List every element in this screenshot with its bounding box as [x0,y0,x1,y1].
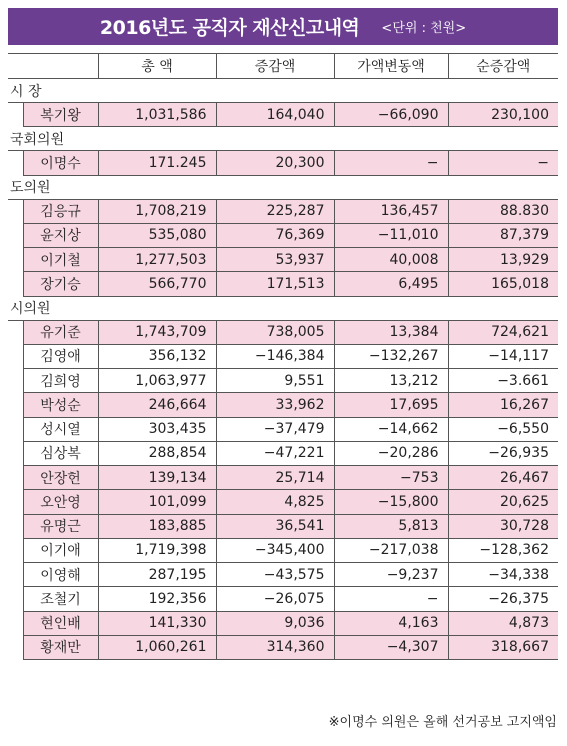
total-cell: 1,031,586 [98,103,216,127]
total-cell: 1,060,261 [98,635,216,659]
net-change-cell: 87,379 [448,223,558,247]
row-indent [8,441,23,465]
value-change-cell: −4,307 [334,635,448,659]
asset-table [8,53,558,660]
table-body [8,79,558,660]
total-cell: 141,330 [98,611,216,635]
value-change-cell: −14,662 [334,417,448,441]
value-change-cell: 13,384 [334,320,448,344]
section-label: 도의원 [8,175,558,199]
change-cell: 33,962 [216,393,334,417]
header-total: 총 액 [98,54,216,79]
title-bar [8,8,558,45]
row-indent [8,369,23,393]
value-change-cell: − [334,151,448,175]
change-cell: 9,551 [216,369,334,393]
net-change-cell: 30,728 [448,514,558,538]
section-label: 시 장 [8,79,558,103]
change-cell: 4,825 [216,490,334,514]
table-row [8,248,558,272]
change-cell: −37,479 [216,417,334,441]
total-cell: 1,277,503 [98,248,216,272]
header-value-change: 가액변동액 [334,54,448,79]
row-indent [8,490,23,514]
table-row [8,417,558,441]
section-label: 시의원 [8,296,558,320]
official-name: 안장헌 [23,466,98,490]
row-indent [8,151,23,175]
official-name: 김영애 [23,344,98,368]
table-row [8,538,558,562]
row-indent [8,563,23,587]
table-row [8,151,558,175]
section-row [8,127,558,151]
header-net-change: 순증감액 [448,54,558,79]
header-change: 증감액 [216,54,334,79]
change-cell: 36,541 [216,514,334,538]
row-indent [8,466,23,490]
total-cell: 1,743,709 [98,320,216,344]
official-name: 윤지상 [23,223,98,247]
row-indent [8,248,23,272]
table-row [8,272,558,296]
value-change-cell: 6,495 [334,272,448,296]
total-cell: 171.245 [98,151,216,175]
table-row [8,103,558,127]
value-change-cell: 4,163 [334,611,448,635]
section-label: 국회의원 [8,127,558,151]
value-change-cell: −15,800 [334,490,448,514]
value-change-cell: −11,010 [334,223,448,247]
change-cell: 25,714 [216,466,334,490]
official-name: 이명수 [23,151,98,175]
net-change-cell: 13,929 [448,248,558,272]
table-row [8,369,558,393]
table-row [8,393,558,417]
total-cell: 1,063,977 [98,369,216,393]
official-name: 이기철 [23,248,98,272]
total-cell: 303,435 [98,417,216,441]
header-blank [8,54,98,79]
change-cell: 738,005 [216,320,334,344]
section-row [8,296,558,320]
change-cell: 76,369 [216,223,334,247]
table-row [8,587,558,611]
net-change-cell: −3.661 [448,369,558,393]
change-cell: 314,360 [216,635,334,659]
report-title: 2016년도 공직자 재산신고내역 [99,17,360,39]
header-row [8,54,558,79]
table-row [8,466,558,490]
table-row [8,514,558,538]
official-name: 이기애 [23,538,98,562]
value-change-cell: 13,212 [334,369,448,393]
table-row [8,635,558,659]
section-row [8,79,558,103]
net-change-cell: 724,621 [448,320,558,344]
total-cell: 101,099 [98,490,216,514]
net-change-cell: −34,338 [448,563,558,587]
net-change-cell: 165,018 [448,272,558,296]
total-cell: 1,708,219 [98,199,216,223]
change-cell: 20,300 [216,151,334,175]
net-change-cell: 4,873 [448,611,558,635]
net-change-cell: −6,550 [448,417,558,441]
total-cell: 246,664 [98,393,216,417]
row-indent [8,417,23,441]
value-change-cell: 17,695 [334,393,448,417]
total-cell: 566,770 [98,272,216,296]
net-change-cell: 26,467 [448,466,558,490]
value-change-cell: 136,457 [334,199,448,223]
table-row [8,320,558,344]
value-change-cell: 5,813 [334,514,448,538]
official-name: 유기준 [23,320,98,344]
value-change-cell: −753 [334,466,448,490]
change-cell: 164,040 [216,103,334,127]
official-name: 박성순 [23,393,98,417]
unit-label: <단위 : 천원> [381,21,467,36]
row-indent [8,587,23,611]
official-name: 오안영 [23,490,98,514]
net-change-cell: 88.830 [448,199,558,223]
value-change-cell: −66,090 [334,103,448,127]
change-cell: 53,937 [216,248,334,272]
row-indent [8,635,23,659]
official-name: 조철기 [23,587,98,611]
total-cell: 192,356 [98,587,216,611]
row-indent [8,223,23,247]
official-name: 복기왕 [23,103,98,127]
value-change-cell: 40,008 [334,248,448,272]
row-indent [8,538,23,562]
net-change-cell: 20,625 [448,490,558,514]
official-name: 김희영 [23,369,98,393]
net-change-cell: 16,267 [448,393,558,417]
row-indent [8,514,23,538]
change-cell: 225,287 [216,199,334,223]
total-cell: 287,195 [98,563,216,587]
change-cell: −47,221 [216,441,334,465]
change-cell: −146,384 [216,344,334,368]
value-change-cell: −217,038 [334,538,448,562]
row-indent [8,393,23,417]
table-row [8,223,558,247]
official-name: 현인배 [23,611,98,635]
row-indent [8,272,23,296]
net-change-cell: −26,375 [448,587,558,611]
total-cell: 183,885 [98,514,216,538]
row-indent [8,199,23,223]
net-change-cell: 318,667 [448,635,558,659]
official-name: 이영해 [23,563,98,587]
row-indent [8,320,23,344]
value-change-cell: − [334,587,448,611]
total-cell: 356,132 [98,344,216,368]
total-cell: 1,719,398 [98,538,216,562]
table-row [8,344,558,368]
net-change-cell: − [448,151,558,175]
row-indent [8,611,23,635]
row-indent [8,103,23,127]
change-cell: −26,075 [216,587,334,611]
total-cell: 288,854 [98,441,216,465]
official-name: 성시열 [23,417,98,441]
table-row [8,199,558,223]
row-indent [8,344,23,368]
value-change-cell: −20,286 [334,441,448,465]
official-name: 황재만 [23,635,98,659]
table-row [8,611,558,635]
official-name: 심상복 [23,441,98,465]
net-change-cell: −14,117 [448,344,558,368]
total-cell: 535,080 [98,223,216,247]
official-name: 김응규 [23,199,98,223]
change-cell: −345,400 [216,538,334,562]
net-change-cell: 230,100 [448,103,558,127]
total-cell: 139,134 [98,466,216,490]
table-row [8,563,558,587]
change-cell: −43,575 [216,563,334,587]
table-row [8,490,558,514]
value-change-cell: −9,237 [334,563,448,587]
change-cell: 9,036 [216,611,334,635]
footnote: ※이명수 의원은 올해 선거공보 고지액임 [328,715,557,730]
net-change-cell: −128,362 [448,538,558,562]
official-name: 유명근 [23,514,98,538]
official-name: 장기승 [23,272,98,296]
value-change-cell: −132,267 [334,344,448,368]
change-cell: 171,513 [216,272,334,296]
table-row [8,441,558,465]
net-change-cell: −26,935 [448,441,558,465]
section-row [8,175,558,199]
